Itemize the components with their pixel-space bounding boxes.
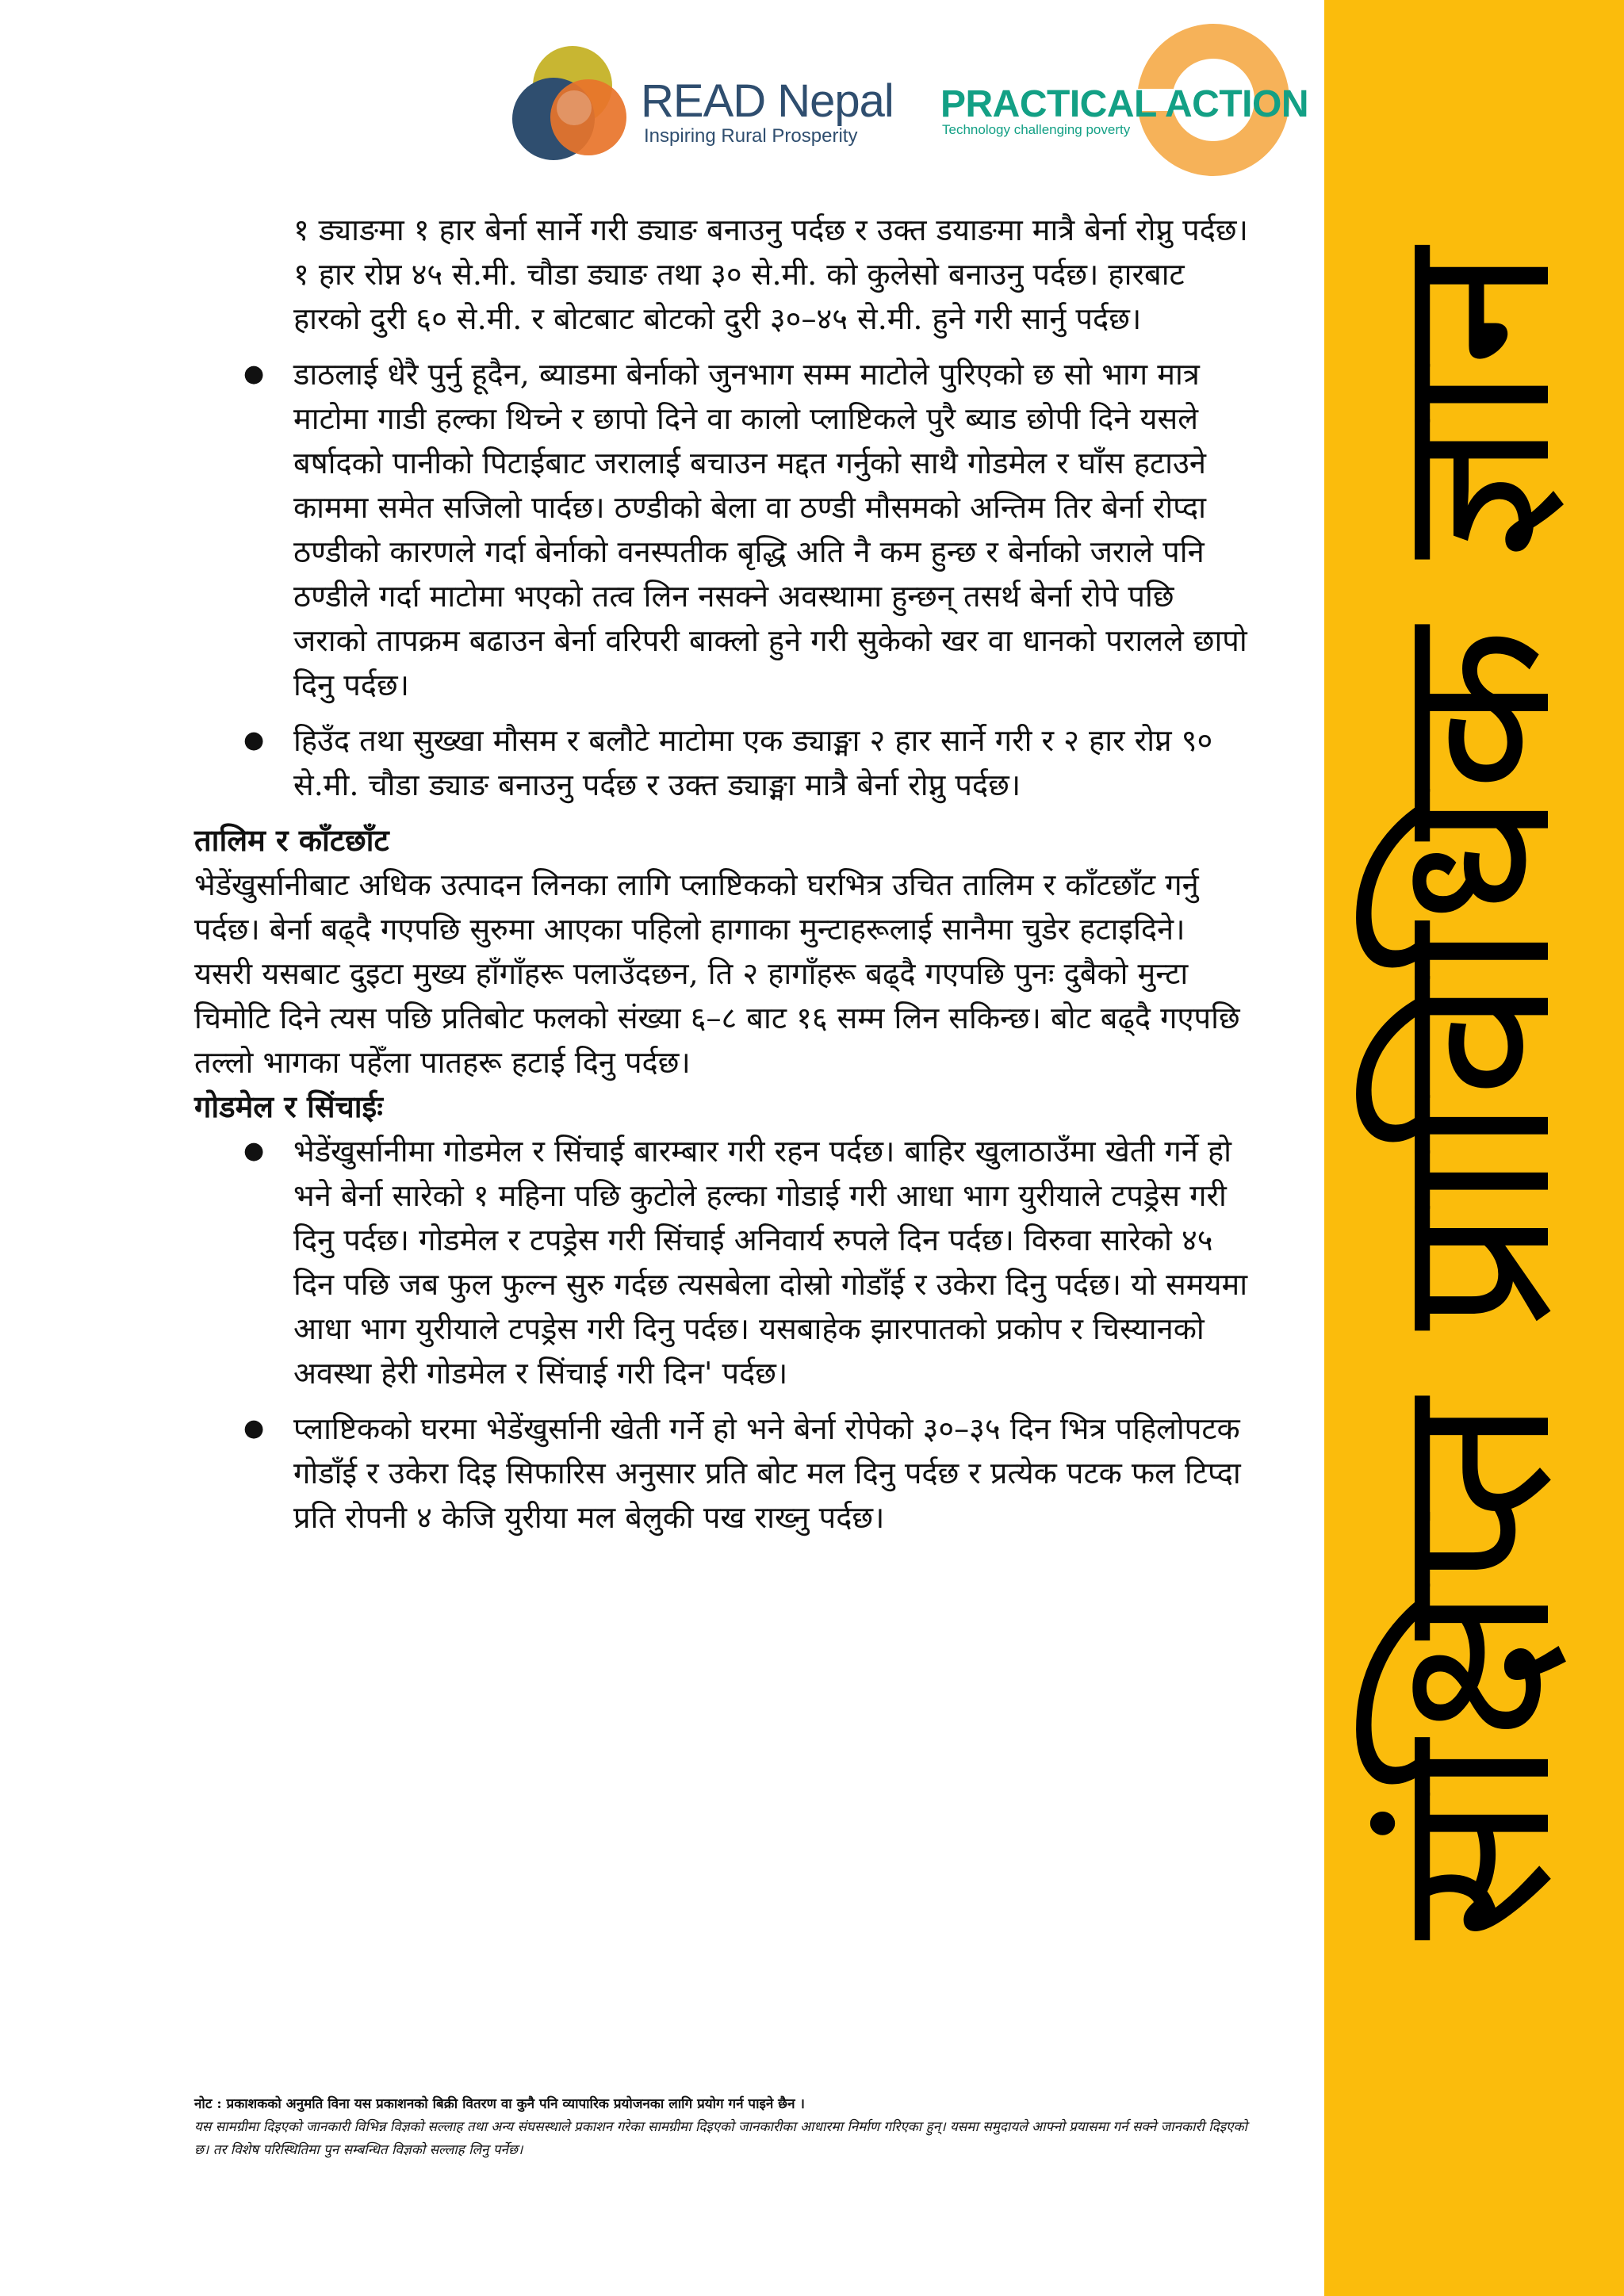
- training-heading: तालिम र काँटछाँट: [194, 822, 389, 858]
- footnote-body: यस सामग्रीमा दिइएको जानकारी विभिन्न विज्ञको सल्लाह तथा अन्य संघसस्थाले प्रकाशन गरेका सामग्रीमा दिइएको जानकारीका आधारमा निर्माण गरिएका हुन्। यसमा समुदायले आफ्नो प्रयासमा गर्न सक्ने जानकारी दिइएको छ। तर विशेष परिस्थितिमा पुन सम्बन्धित विज्ञको सल्लाह लिनु पर्नेछ।: [194, 2119, 1247, 2158]
- list-item: ● प्लाष्टिकको घरमा भेडेंखुर्सानी खेती गर्ने हो भने बेर्ना रोपेको ३०–३५ दिन भित्र पहिलोपटक गोडाँई र उकेरा दिइ सिफारिस अनुसार प्रति बोट मल दिनु पर्दछ र प्रत्येक पटक फल टिप्दा प्रति रोपनी ४ केजि युरीया मल बेलुकी पख राख्नु पर्दछ।: [194, 1406, 1249, 1540]
- read-nepal-name: READ Nepal: [641, 75, 894, 127]
- practical-action-name: PRACTICAL ACTION: [940, 83, 1308, 125]
- read-nepal-tagline: Inspiring Rural Prosperity: [644, 125, 858, 147]
- training-paragraph: भेडेंखुर्सानीबाट अधिक उत्पादन लिनका लागि प्लाष्टिकको घरभित्र उचित तालिम र काँटछाँट गर्नु पर्दछ। बेर्ना बढ्दै गएपछि सुरुमा आएका पहिलो हागाका मुन्टाहरूलाई सानैमा चुडेर हटाइदिने। यसरी यसबाट दुइटा मुख्य हाँगाँहरू पलाउँदछन, ति २ हागाँहरू बढ्दै गएपछि पुनः दुबैको मुन्टा चिमोटि दिने त्यस पछि प्रतिबोट फलको संख्या ६–८ बाट १६ सम्म लिन सकिन्छ। बोट बढ्दै गएपछि तल्लो भागका पहेँला पातहरू हटाई दिनु पर्दछ।: [194, 867, 1240, 1080]
- weeding-heading: गोडमेल र सिंचाईः: [194, 1089, 383, 1124]
- main-content: [194, 208, 1249, 1551]
- footnote-note: नोट : प्रकाशकको अनुमति विना यस प्रकाशनको बिक्री वितरण वा कुनै पनि व्यापारिक प्रयोजनका लागि प्रयोग गर्न पाइने छैन ।: [194, 2096, 805, 2112]
- sidebar-band: [1324, 0, 1624, 2296]
- list-item: ● हिउँद तथा सुख्खा मौसम र बलौटे माटोमा एक ड्याङ्मा २ हार सार्ने गरी र २ हार रोप्न ९० से.मी. चौडा ड्याङ बनाउनु पर्दछ र उक्त ड्याङ्मा मात्रै बेर्ना रोप्नु पर्दछ।: [194, 718, 1249, 807]
- read-nepal-logo-mark-icon: [508, 41, 634, 168]
- sidebar-vertical-title: संक्षिप्त प्राविधिक ज्ञान: [1349, 247, 1599, 1941]
- weeding-bullet-list: [194, 1129, 1249, 1540]
- footnote: [194, 2093, 1249, 2162]
- practical-action-tagline: Technology challenging poverty: [942, 122, 1131, 137]
- list-item: ● डाठलाई धेरै पुर्नु हूदैन, ब्याडमा बेर्नाको जुनभाग सम्म माटोले पुरिएको छ सो भाग मात्र माटोमा गाडी हल्का थिच्ने र छापो दिने वा कालो प्लाष्टिकले पुरै ब्याड छोपी दिने यसले बर्षादको पानीको पिटाईबाट जरालाई बचाउन मद्दत गर्नुको साथै गोडमेल र घाँस हटाउने काममा समेत सजिलो पार्दछ। ठण्डीको बेला वा ठण्डी मौसमको अन्तिम तिर बेर्ना रोप्दा ठण्डीको कारणले गर्दा बेर्नाको वनस्पतीक बृद्धि अति नै कम हुन्छ र बेर्नाको जराले पनि ठण्डीले गर्दा माटोमा भएको तत्व लिन नसक्ने अवस्थामा हुन्छन् तसर्थ बेर्ना रोपे पछि जराको तापक्रम बढाउन बेर्ना वरिपरी बाक्लो हुने गरी सुकेको खर वा धानको परालले छापो दिनु पर्दछ।: [194, 352, 1249, 707]
- practical-action-logo: [936, 21, 1308, 179]
- intro-paragraph: १ ड्याङमा १ हार बेर्ना सार्ने गरी ड्याङ बनाउनु पर्दछ र उक्त डयाङमा मात्रै बेर्ना रोप्नु पर्दछ। १ हार रोप्न ४५ से.मी. चौडा ड्याङ तथा ३० से.मी. को कुलेसो बनाउनु पर्दछ। हारबाट हारको दुरी ६० से.मी. र बोटबाट बोटको दुरी ३०–४५ से.मी. हुने गरी सार्नु पर्दछ।: [293, 212, 1248, 336]
- list-item: ● भेडेंखुर्सानीमा गोडमेल र सिंचाई बारम्बार गरी रहन पर्दछ। बाहिर खुलाठाउँमा खेती गर्ने हो भने बेर्ना सारेको १ महिना पछि कुटोले हल्का गोडाई गरी आधा भाग युरीयाले टपड्रेस गरी दिनु पर्दछ। गोडमेल र टपड्रेस गरी सिंचाई अनिवार्य रुपले दिन पर्दछ। विरुवा सारेको ४५ दिन पछि जब फुल फुल्न सुरु गर्दछ त्यसबेला दोस्रो गोडाँई र उकेरा दिनु पर्दछ। यो समयमा आधा भाग युरीयाले टपड्रेस गरी दिनु पर्दछ। यसबाहेक झारपातको प्रकोप र चिस्यानको अवस्था हेरी गोडमेल र सिंचाई गरी दिन' पर्दछ।: [194, 1129, 1249, 1395]
- read-nepal-logo: [508, 41, 894, 168]
- top-bullet-list: [194, 352, 1249, 807]
